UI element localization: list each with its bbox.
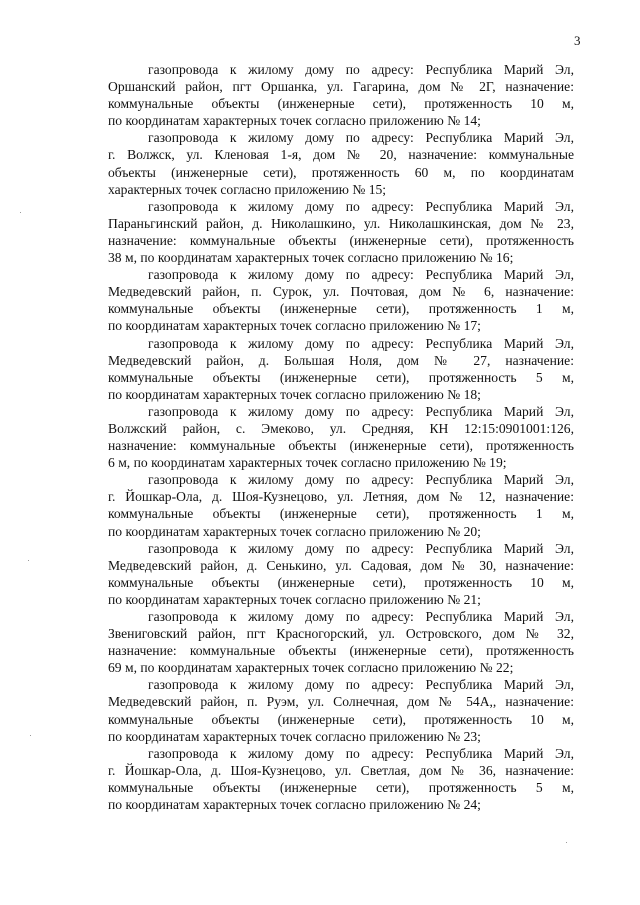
- text-line: г. Йошкар-Ола, д. Шоя-Кузнецово, ул. Летняя, дом № 12, назначение:: [108, 489, 574, 505]
- text-line: назначение: коммунальные объекты (инженерные сети), протяженность: [108, 438, 574, 454]
- text-line: назначение: коммунальные объекты (инженерные сети), протяженность: [108, 232, 574, 248]
- text-line: объекты (инженерные сети), протяженность 60 м, по координатам: [108, 164, 574, 180]
- text-line: газопровода к жилому дому по адресу: Республика Марий Эл,: [148, 609, 574, 624]
- text-line: газопровода к жилому дому по адресу: Республика Марий Эл,: [148, 267, 574, 283]
- paragraph: [108, 335, 574, 403]
- scan-speck: [566, 842, 567, 843]
- text-line: Параньгинский район, д. Николашкино, ул. Николашкинская, дом № 23,: [108, 215, 574, 231]
- text-line: 69 м, по координатам характерных точек согласно приложению № 22;: [108, 660, 514, 676]
- text-line: газопровода к жилому дому по адресу: Республика Марий Эл,: [148, 677, 574, 693]
- text-line: Медведевский район, д. Большая Ноля, дом № 27, назначение:: [108, 352, 574, 368]
- text-line: по координатам характерных точек согласно приложению № 21;: [108, 591, 481, 607]
- text-line: г. Йошкар-Ола, д. Шоя-Кузнецово, ул. Светлая, дом № 36, назначение:: [108, 762, 574, 778]
- text-line: газопровода к жилому дому по адресу: Республика Марий Эл,: [148, 62, 574, 77]
- text-line: 38 м, по координатам характерных точек согласно приложению № 16;: [108, 250, 514, 266]
- paragraph-list: [108, 61, 574, 813]
- paragraph: [108, 471, 574, 539]
- text-line: по координатам характерных точек согласно приложению № 17;: [108, 318, 481, 334]
- scan-speck: [30, 735, 31, 736]
- text-line: по координатам характерных точек согласно приложению № 18;: [108, 386, 481, 402]
- text-line: по координатам характерных точек согласно приложению № 14;: [108, 113, 481, 129]
- text-line: назначение: коммунальные объекты (инженерные сети), протяженность: [108, 643, 574, 659]
- scan-speck: [20, 212, 21, 213]
- text-line: газопровода к жилому дому по адресу: Республика Марий Эл,: [148, 198, 574, 214]
- paragraph: [108, 745, 574, 813]
- text-line: газопровода к жилому дому по адресу: Республика Марий Эл,: [148, 130, 574, 146]
- text-line: газопровода к жилому дому по адресу: Республика Марий Эл,: [148, 403, 574, 419]
- paragraph: [108, 61, 574, 129]
- text-line: коммунальные объекты (инженерные сети), протяженность 1 м,: [108, 506, 574, 522]
- text-line: коммунальные объекты (инженерные сети), протяженность 5 м,: [108, 779, 574, 795]
- text-line: Звениговский район, пгт Красногорский, ул. Островского, дом № 32,: [108, 626, 574, 642]
- text-line: газопровода к жилому дому по адресу: Республика Марий Эл,: [148, 472, 574, 488]
- text-line: коммунальные объекты (инженерные сети), протяженность 1 м,: [108, 301, 574, 317]
- text-line: по координатам характерных точек согласно приложению № 24;: [108, 797, 481, 813]
- text-line: по координатам характерных точек согласно приложению № 23;: [108, 728, 481, 744]
- text-line: Медведевский район, п. Сурок, ул. Почтовая, дом № 6, назначение:: [108, 284, 574, 300]
- text-line: газопровода к жилому дому по адресу: Республика Марий Эл,: [148, 540, 574, 556]
- text-line: коммунальные объекты (инженерные сети), протяженность 5 м,: [108, 369, 574, 385]
- scan-speck: [28, 560, 29, 561]
- paragraph: [108, 540, 574, 608]
- text-line: по координатам характерных точек согласно приложению № 20;: [108, 523, 481, 539]
- paragraph: [108, 266, 574, 334]
- text-line: г. Волжск, ул. Кленовая 1-я, дом № 20, назначение: коммунальные: [108, 147, 574, 163]
- text-line: характерных точек согласно приложению № 15;: [108, 181, 387, 197]
- text-line: Волжский район, с. Эмеково, ул. Средняя, КН 12:15:0901001:126,: [108, 420, 574, 436]
- text-line: 6 м, по координатам характерных точек согласно приложению № 19;: [108, 455, 507, 471]
- text-line: Оршанский район, пгт Оршанка, ул. Гагарина, дом № 2Г, назначение:: [108, 79, 574, 95]
- text-line: коммунальные объекты (инженерные сети), протяженность 10 м,: [108, 96, 574, 112]
- page-number: 3: [574, 33, 581, 48]
- paragraph: [108, 129, 574, 197]
- paragraph: [108, 403, 574, 471]
- paragraph: [108, 608, 574, 676]
- text-line: газопровода к жилому дому по адресу: Республика Марий Эл,: [148, 745, 574, 761]
- paragraph: [108, 676, 574, 744]
- document-body: [108, 61, 574, 813]
- text-line: Медведевский район, п. Руэм, ул. Солнечная, дом № 54А,, назначение:: [108, 694, 574, 710]
- text-line: газопровода к жилому дому по адресу: Республика Марий Эл,: [148, 335, 574, 351]
- text-line: коммунальные объекты (инженерные сети), протяженность 10 м,: [108, 711, 574, 727]
- text-line: коммунальные объекты (инженерные сети), протяженность 10 м,: [108, 574, 574, 590]
- paragraph: [108, 198, 574, 266]
- text-line: Медведевский район, д. Сенькино, ул. Садовая, дом № 30, назначение:: [108, 557, 574, 573]
